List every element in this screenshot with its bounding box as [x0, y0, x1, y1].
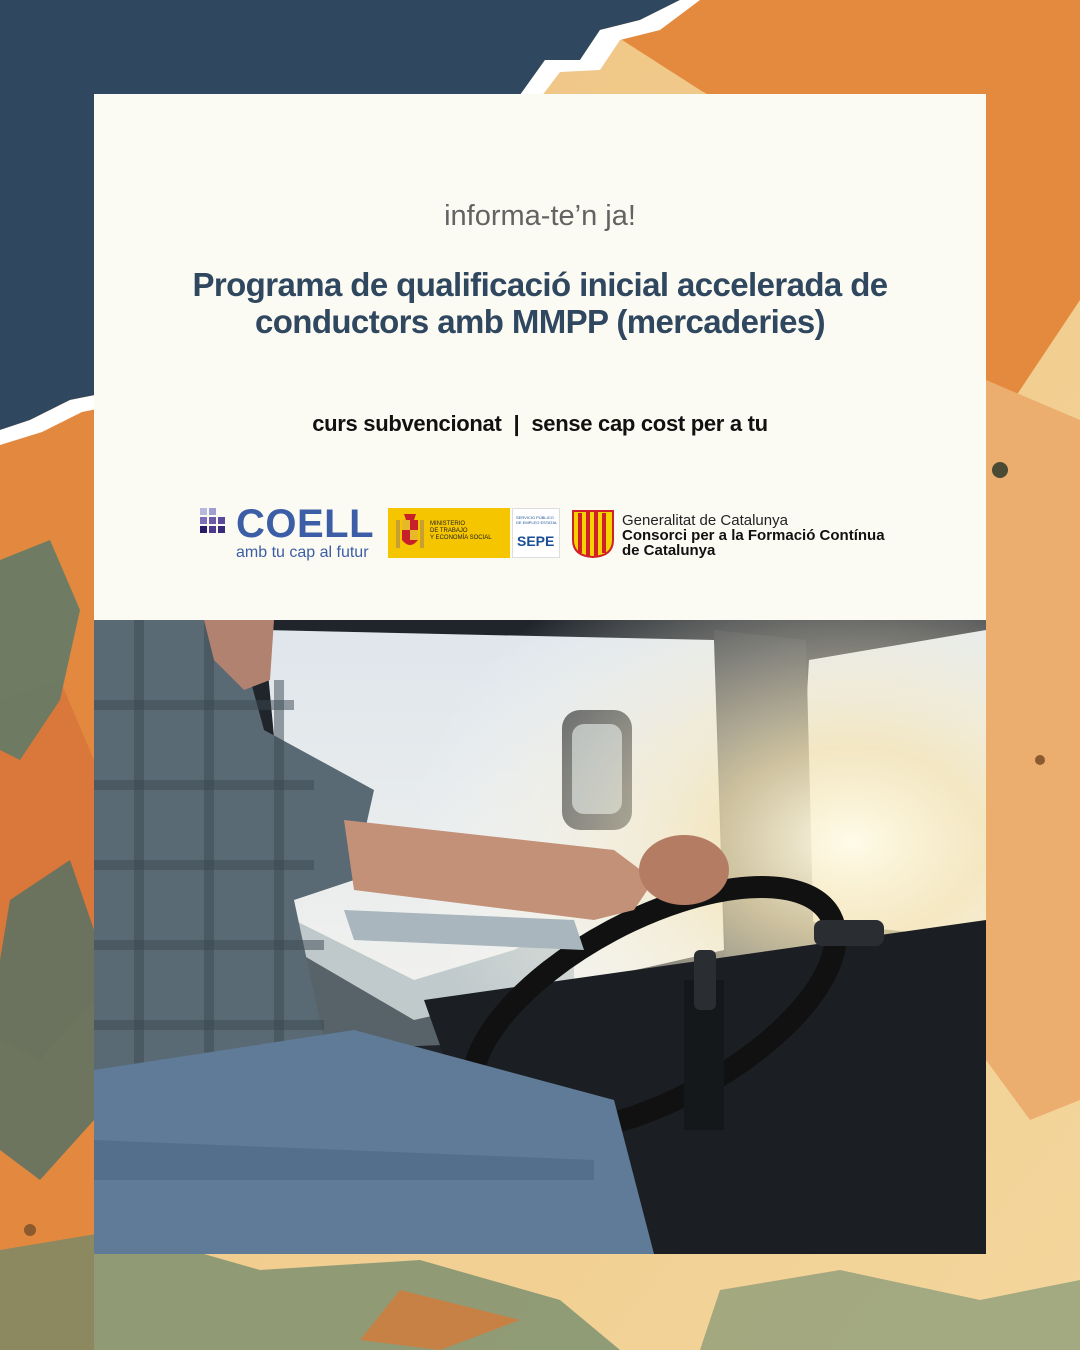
coell-squares-icon [200, 508, 234, 542]
generalitat-name: Generalitat de Catalunya [622, 512, 788, 529]
coell-logo [200, 502, 380, 566]
offer-right: sense cap cost per a tu [531, 411, 768, 436]
ministry-name: MINISTERIO DE TRABAJO Y ECONOMÍA SOCIAL [430, 521, 492, 541]
ministry-sepe-logo [388, 508, 560, 558]
consorci-region: de Catalunya [622, 542, 716, 559]
sepe-service-name: SERVICIO PÚBLICO DE EMPLEO ESTATAL [516, 515, 558, 525]
truck-driver-photo [94, 620, 986, 1254]
coell-tagline: amb tu cap al futur [236, 544, 369, 561]
spain-coat-of-arms-icon [394, 512, 426, 554]
offer-separator: | [513, 411, 520, 436]
ministry-band [388, 508, 510, 558]
catalan-flag-icon [572, 510, 614, 558]
consorci-name: Consorci per a la Formació Contínua [622, 527, 885, 544]
generalitat-logo [572, 510, 912, 560]
sepe-acronym: SEPE [517, 533, 555, 549]
tagline: informa-te’n ja! [444, 200, 636, 232]
sepe-box [512, 508, 560, 558]
coell-name: COELL [236, 502, 375, 546]
offer-left: curs subvencionat [312, 411, 502, 436]
offer-line [0, 408, 1080, 440]
program-title: Programa de qualificació inicial accelerada de conductors amb MMPP (mercaderies) [192, 266, 888, 340]
